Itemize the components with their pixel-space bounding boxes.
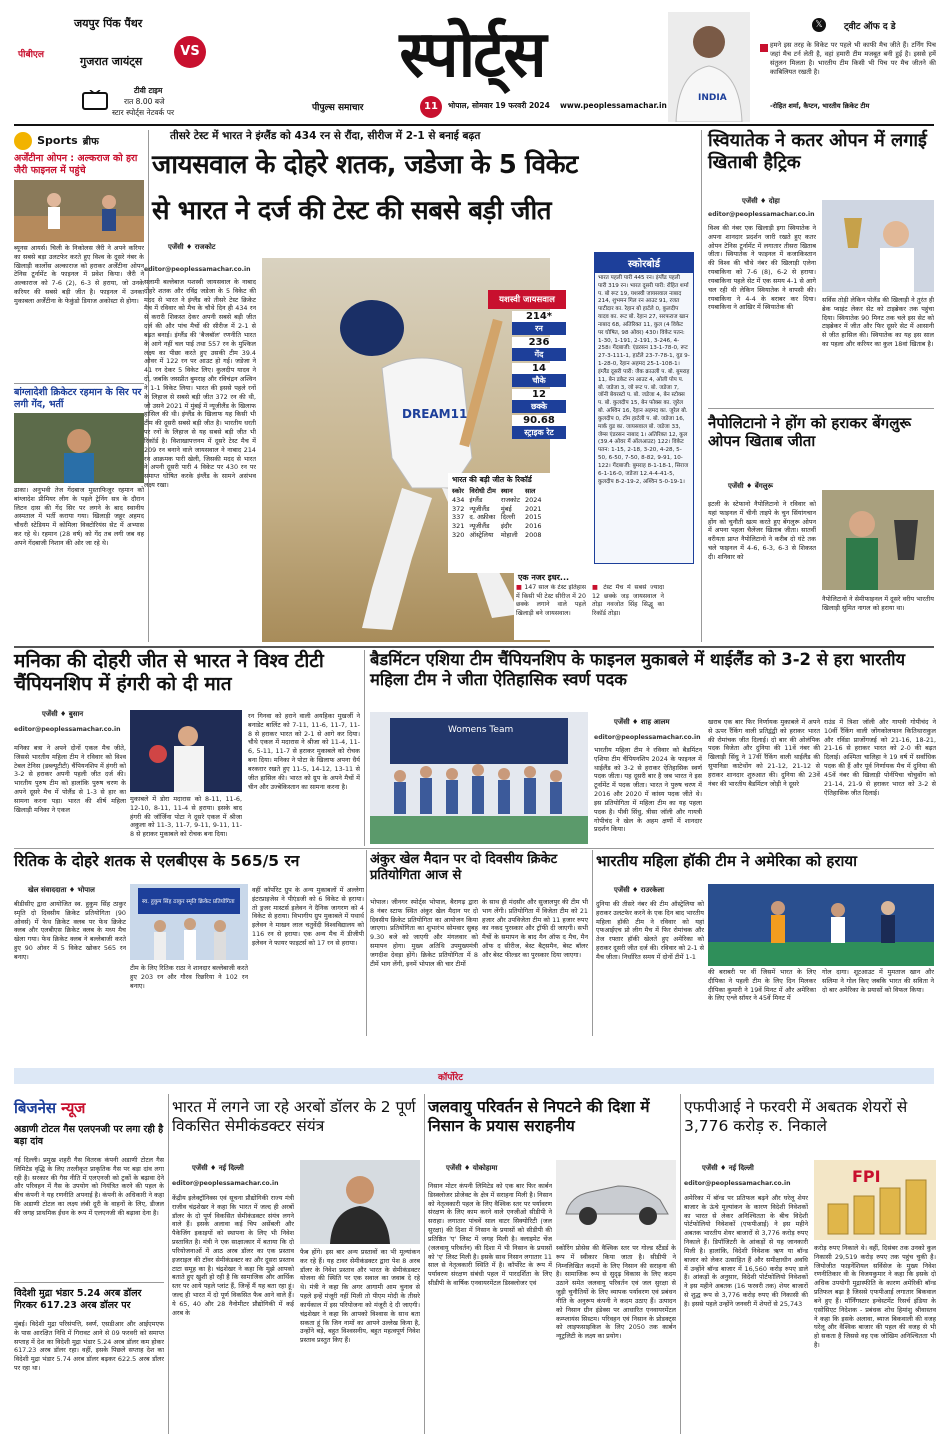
records-box [448, 473, 558, 573]
nissan-car-photo [556, 1160, 676, 1240]
badminton-banner-text: Womens Team [448, 725, 514, 735]
badminton-body-1: भारतीय महिला टीम ने रविवार को बैडमिंटन एशिया टीम चैंपियनशिप 2024 के फाइनल में थाईलैंड को 3-2 से हराकर ऐतिहासिक स्वर्ण पदक जीता। यह दूसरी बार है जब भारत ने इस टूर्नामेंट में पदक जीता। भारत ने पुरुष चरण में 2016 और 2020 में कांस्य पदक जीते थे। इस प्रतियोगिता में महिला टीम का यह पहला पदक है। पीवी सिंधु, त्रीसा जॉली और गायत्री गोपीचंद ने खेल के अहम क्षणों में शानदार प्रदर्शन किया। [594, 746, 702, 834]
ritik-body-2: टीम के लिए रितिक राठा ने शानदार बल्लेबाजी करते हुए 203 रन और गौरव रिछरिया ने 102 रन बनाए। [130, 964, 248, 990]
stat-label: चौके [512, 374, 566, 387]
glance-title: एक नजर इधर... [518, 573, 570, 582]
tweet-author: -रोहित शर्मा, कैप्टन, भारतीय क्रिकेट टीम [770, 102, 870, 110]
manika-byline: एजेंसी ♦ बुसान [42, 710, 84, 718]
fpi-body-2: करोड़ रुपए निकाले थे। वहीं, दिसंबर तक उनको कुल निकासी 29,519 करोड़ रुपए तक पहुंच चुकी है। जियोजीत फाइनेंशियल सर्विसेज के मुख्य निवेश रणनीतिकार वी के विजयकुमार ने कहा कि इसके दो अधिक उपयोगी मुद्रास्फीति के कारण अमेरिकी बॉन्ड प्रतिफल बढ़ा है जिससे एफपीआई लगातार बिकवाल बने हुए हैं। मॉर्निंगस्टार इन्वेस्टमेंट रिसर्च इंडिया के एसोसिएट निदेशक - प्रबंधक शोध हिमांशु श्रीवास्तव ने कहा कि इसके अलावा, ब्याज बिकवाली की वजह घरेलू और वैश्विक बाजार की पहल की वजह से भी हो सकता है जिससे वह एक जोखिम अनिश्चितता भी है। [814, 1244, 936, 1350]
lead-headline-1: जायसवाल के दोहरे शतक, जडेजा के 5 विकेट [152, 150, 578, 180]
records-cell: द. अफ्रीका [469, 513, 496, 522]
lead-kicker: तीसरे टेस्ट में भारत ने इंग्लैंड को 434 रन से रौंदा, सीरीज में 2-1 से बनाई बढ़त [170, 130, 481, 142]
badminton-byline: एजेंसी ♦ शाह आलम [614, 718, 670, 726]
scoreboard-text: भारत पहली पारी 445 रन। इंग्लैंड पहली पारी 319 रन। भारत दूसरी पारी: रोहित शर्मा प. बो रूट 19, यशस्वी जायसवाल नाबाद 214, शुभमन गिल रन आउट 91, रजत पाटीदार का. रेहान बो हार्टले 0, कुलदीप यादव का. रूट बो. रेहान 27, सरफराज खान नाबाद 68, अतिरिक्त 11, कुल (4 विकेट पर घोषित, 98 ओवर) 430। विकेट पतन: 1-30, 1-191, 2-191, 3-246, 4-258। गेंदबाजी: एंडरसन 13-1-78-0, रूट 27-3-111-1, हार्टले 23-7-78-1, वुड 9-1-28-0, रेहान अहमद 25-1-108-1। इंग्लैंड दूसरी पारी: जैक क्राउली प. बो. बुमराह 11, बेन डकेट रन आउट 4, ओली पोप प. बो. जडेजा 3, जो रूट प. बो. जडेजा 7, जॉनी बेयरस्टो प. बो. जडेजा 4, बेन स्टोक्स प. बो. कुलदीप 15, बेन फोक्स का. जुरेल बो. अश्विन 16, रेहान अहमद का. जुरेल बो. कुलदीप 0, टॉम हार्टली प. बो. जडेजा 16, मार्क वुड का. जायसवाल बो. जडेजा 33, जेम्स एंडरसन नाबाद 1। अतिरिक्त 12, कुल (39.4 ओवर में ऑलआउट) 122। विकेट पतन: 1-15, 2-18, 3-20, 4-28, 5-50, 6-50, 7-50, 8-82, 9-91, 10-122। गेंदबाजी: बुमराह 8-1-18-1, सिराज 6-1-16-0, जडेजा 12.4-4-41-5, कुलदीप 8-2-19-2, अश्विन 5-0-19-1। [598, 275, 690, 485]
records-cell: मोहाली [500, 530, 518, 539]
semicon-byline: एजेंसी ♦ नई दिल्ली [192, 1164, 244, 1172]
records-row [452, 531, 547, 540]
hockey-byline: एजेंसी ♦ राउरकेला [614, 886, 665, 894]
corporate-label: कॉर्पोरेट [438, 1073, 463, 1083]
tweet-header: ट्वीट ऑफ द डे [844, 22, 896, 32]
records-header-cell: साल [524, 487, 536, 495]
ankur-body-1: भोपाल। जीनगर स्पोर्ट्स भोपाल, बैरागढ़ द्वारा 8 नंबर स्टाफ स्थित अंकुर खेल मैदान पर दो दिवसीय क्रिकेट प्रतियोगिता का आयोजन किया जाएगा। प्रतियोगिता का शुभारंभ सोमवार सुबह 9.30 बजे को जाएगी और मंगलवार को समापन होगा। मुख्य अतिथि उपमुख्यमंत्री जगदीश देवड़ा होंगे। क्रिकेट प्रतियोगिता में 8 टीमें भाग लेंगी, इनमें भोपाल की चार टीमों [370, 898, 478, 968]
records-cell: न्यूजीलैंड [469, 522, 490, 531]
napolitano-body-2: नैपोलिटानो ने सेमीफाइनल में दूसरे वरीय भारतीय खिलाड़ी सुमित नागल को हराया था। [822, 595, 934, 612]
ankur-headline: अंकुर खेल मैदान पर दो दिवसीय क्रिकेट प्रतियोगिता आज से [370, 852, 558, 883]
stat-value: 12 [512, 389, 566, 400]
publication-name: पीपुल्स समाचार [312, 103, 364, 113]
records-cell: 320 [452, 530, 465, 539]
records-row [452, 522, 547, 531]
swiatek-photo [822, 200, 934, 292]
stat-value: 14 [512, 363, 566, 374]
stat-value: 90.68 [512, 415, 566, 426]
nissan-byline: एजेंसी ♦ योकोहामा [446, 1164, 498, 1172]
records-header-cell: स्थान [500, 487, 513, 495]
business-news-label [14, 1098, 164, 1118]
tv-time: रात 8.00 बजे [124, 97, 165, 106]
manika-body-3: रन गिनवा को हराने वाली अयहिका मुखर्जी ने बनाडेट बालिंट को 7-11, 11-6, 11-7, 11-8 से हराकर भारत को 2-1 से आगे कर दिया। चौथे एकल में मदारास ने श्रीजा को 11-4, 11-6, 5-11, 11-7 से हराकर मुकाबले को रोचक बना दिया। मनिका ने पोटा के खिलाफ अपना धैर्य बरकरार रखते हुए 11-5, 14-12, 13-11 से जीत हासिल की। भारत को ग्रुप के अपने मैचों में चीन और उज्बेकिस्तान का सामना करना है। [248, 712, 360, 791]
manika-photo [130, 710, 242, 792]
stat-label: स्ट्राइक रेट [512, 426, 566, 439]
manika-body-1: मनिका बत्रा ने अपने दोनों एकल मैच जीते, जिससे भारतीय महिला टीम ने रविवार को विश्व टेबल टेनिस (डब्ल्यूटीटी) चैंपियनशिप में हंगरी को 3-2 से हराकर अपनी पहली जीत दर्ज की। भारतीय पुरुष टीम को हालांकि पुरुष चरण के अपने दूसरे मैच में पोलैंड से 1-3 से हार का सामना करना पड़ा। भारत की शीर्ष महिला खिलाड़ी मनिका ने एकल [14, 744, 126, 814]
records-table [452, 487, 547, 540]
ritik-photo [130, 884, 248, 960]
fpi-email: editor@peoplessamachar.co.in [684, 1180, 791, 1187]
semicon-headline: भारत में लगने जा रहे अरबों डॉलर के 2 पूर्ण विकसित सेमीकंडक्टर संयंत्र [172, 1098, 416, 1135]
business-headline-1: अडाणी टोटल गैस एलएनजी पर लगा रही है बड़ा दांव [14, 1124, 164, 1147]
records-cell: न्यूजीलैंड [469, 504, 490, 513]
tv-time-label: टीवी टाइम [134, 86, 163, 95]
col-rule-3 [364, 650, 365, 846]
tweet-text: हमने इस तरह के विकेट पर पहले भी काफी मैच जीते हैं। टर्निंग पिच जहां मैच टर्न लेती है, वहां हमारी टीम मजबूत बनी हुई है। इससे हमें संतुलन मिलता है। भारतीय टीम किसी भी पिच पर मैच जीतने की काबिलियत रखती है। [770, 41, 936, 77]
tweet-x-icon: 𝕏 [812, 18, 826, 32]
swiatek-email: editor@peoplessamachar.co.in [708, 211, 815, 218]
nissan-body-1: निसान मोटर कंपनी लिमिटेड को एक बार फिर कार्बन डिस्क्लोजर प्रोजेक्ट के क्षेत्र में सराहना मिली है। निसान को नेतृत्वकारी पहल के लिए वैश्विक स्तर पर पर्यावरण संरक्षण के लिए काम करने वाले एनजीओ सीडीपी ने सराहा। लगातार पांचवें साल वाटर सिक्योरिटी (जल सुरक्षा) की दिशा में निसान के प्रयासों को सीडीपी की प्रतिष्ठित 'ए' लिस्ट में जगह मिली है। क्लाइमेट चेंज (जलवायु परिवर्तन) की दिशा में भी निसान के प्रयासों को 'ए' लिस्ट मिली है। इसके साथ निसान लगातार 11 साल से नेतृत्वकारी स्थिति में है। कॉर्पोरेट के रूप में पर्यावरण संरक्षण संबंधी पहल में पारदर्शिता के लिए सीडीपी के वार्षिक एनवायरमेंटल डिस्क्लोजर एवं [428, 1182, 552, 1288]
stat-label: रन [512, 322, 566, 335]
fpi-graphic-text: FPI [852, 1167, 881, 1186]
col-rule-4 [366, 850, 367, 1036]
manika-body-2: मुकाबले में डोरा मदारास को 8-11, 11-6, 12-10, 8-11, 11-4 से हराया। इसके बाद हंगरी की जॉर्जिना पोटा ने दूसरे एकल में श्रीजा अकुला को 11-3, 11-7, 9-11, 9-11, 11-8 से हराकर मुकाबले को रोचक बना दिया। [130, 795, 242, 839]
manika-headline: मनिका की दोहरी जीत से भारत ने विश्व टीटी चैंपियनशिप में हंगरी को दी मात [14, 650, 324, 696]
page-number: 11 [420, 96, 442, 118]
nissan-body-2: स्कोरिंग प्रोसेस की वैश्विक स्तर पर गोल्ड स्टैंडर्ड के रूप में स्वीकार किया जाता है। सीडीपी ने निम्नलिखित कदमों के लिए निसान की सराहना की है। सामाजिक रूप से सुदृढ़ विकास के लिए कदम उठाने समेत जलवायु परिवर्तन एवं जल सुरक्षा से जुड़ी चुनौतियों के लिए व्यापक पर्यावरण एवं प्रबंधन नीति के अनुरूप कंपनी ने कदम उठाए हैं। उत्पादन को निसान ग्रीन इंडेक्स पर आधारित एनवायरमेंटल कम्प्लायंस सिस्टम। परिवहन एवं निसान के प्रोडक्ट्स को लाइफसाइकिल के लिए 2050 तक कार्बन न्यूट्रलिटी के लक्ष्य का प्रयोग। [556, 1244, 676, 1341]
fpi-body-1: अमेरिका में बॉन्ड पर प्रतिफल बढ़ने और घरेलू शेयर बाजार के ऊंचे मूल्यांकन के कारण विदेशी निवेशकों का भारत से लेकर अनिश्चितता के बीच विदेशी पोर्टफोलियो निवेशकों (एफपीआई) ने इस महीने अबतक भारतीय शेयर बाजारों से 3,776 करोड़ रुपए निकाले हैं। डिपॉजिटरी के आंकड़ों से यह जानकारी मिली है। हालांकि, विदेशी निवेशक ऋण या बॉन्ड बाजार को लेकर उत्साहित हैं और समीक्षाधीन अवधि में उन्होंने बॉन्ड बाजार में 16,560 करोड़ रुपए डाले हैं। आंकड़ों के अनुसार, विदेशी पोर्टफोलियो निवेशकों ने इस महीने अबतक (16 फरवरी तक) शेयर बाजारों से शुद्ध रूप से 3,776 करोड़ रुपए की निकासी की है। इससे पहले उन्होंने जनवरी में शेयरों से 25,743 [684, 1194, 808, 1308]
stat-player-name: यशस्वी जायसवाल [488, 290, 566, 309]
brief-photo-1 [14, 180, 144, 242]
swiatek-headline: स्वियातेक ने कतर ओपन में लगाई खिताबी हैट्रिक [708, 130, 927, 173]
fpi-graphic [814, 1160, 936, 1240]
tv-channel: स्टार स्पोर्ट्स नेटवर्क पर [112, 108, 175, 117]
records-row [452, 513, 547, 522]
records-cell: 321 [452, 522, 465, 531]
stat-label: गेंद [512, 348, 566, 361]
sports-brief-label [14, 130, 144, 152]
col-rule-7 [424, 1094, 425, 1434]
masthead-rule [14, 124, 934, 126]
rohit-photo [668, 12, 750, 122]
records-cell: इंग्लैंड [469, 495, 483, 504]
right-separator [708, 408, 934, 409]
brief-s-circle [14, 132, 32, 150]
hockey-body-2: की बराबरी पर थीं जिसमें भारत के लिए दीपिका ने पहली टीम के लिए दिन मिलकर दीपिका कुमारी ने 19वें मिनट में और अमेरिका के लिए एश्ले सॉयर ने 45वें मिनट में [708, 968, 816, 1003]
tweet-quote-icon [760, 44, 768, 52]
records-cell: इंदौर [500, 522, 512, 531]
business-headline-2: विदेशी मुद्रा भंडार 5.24 अरब डॉलर गिरकर 617.23 अरब डॉलर पर [14, 1288, 142, 1311]
tv-icon [82, 90, 108, 112]
brief-headline-2: बांग्लादेशी क्रिकेटर रहमान के सिर पर लगी गेंद, भर्ती [14, 387, 142, 410]
records-cell: 2008 [524, 530, 542, 539]
team2-name: गुजरात जायंट्स [80, 55, 143, 68]
swiatek-body-1: विश्व की नंबर एक खिलाड़ी इगा स्वियातेक ने अपना शानदार प्रदर्शन जारी रखते हुए कतर ओपन टेनिस टूर्नामेंट में लगातार तीसरा खिताब जीता। स्वियातेक ने फाइनल में कजाकिस्तान की विश्व की चौथे नंबर की खिलाड़ी एलेना रयबाकिना को 7-6 (8), 6-2 से हराया। रयबाकिना पहले सेट में एक समय 4-1 से आगे चल रही थी लेकिन स्वियातेक ने वापसी की। रयबाकिना ने 4-4 के बराबर कर दिया। रयबाकिना ने आखिर में स्वियातेक की [708, 224, 816, 312]
col-rule-8 [680, 1094, 681, 1434]
brief-body-1: ब्यूनस आयर्स। चिली के निकोलस जैरी ने अपने करियर का सबसे बड़ा उलटफेर करते हुए विश्व के दूसरे नंबर के खिलाड़ी कार्लोस अल्काराज को हराकर अर्जेंटीना ओपन टेनिस टूर्नामेंट के फाइनल में प्रवेश किया। जैरी ने अल्काराज को 7-6 (2), 6-3 से हराया, जो उनके करियर की सबसे बड़ी जीत है। फाइनल में उनका मुकाबला अर्जेंटीना के फेकुंडो डियाज अकोस्टा से होगा। [14, 244, 144, 305]
vs-badge: VS [174, 36, 206, 68]
ritik-byline: खेल संवाददाता ♦ भोपाल [28, 886, 95, 894]
stat-value: 236 [512, 337, 566, 348]
records-cell: ऑस्ट्रेलिया [469, 530, 494, 539]
manika-email: editor@peoplessamachar.co.in [14, 726, 121, 733]
team1-name: जयपुर पिंक पैंथर [74, 17, 143, 30]
glance-box [514, 570, 664, 640]
records-header-cell: स्कोर [452, 487, 464, 495]
hockey-headline: भारतीय महिला हॉकी टीम ने अमेरिका को हराया [596, 852, 857, 870]
stat-list [512, 311, 566, 439]
records-cell: 2016 [524, 522, 542, 531]
brief-label-hi: ब्रीफ [82, 136, 99, 148]
website: www.peoplessamachar.in [560, 101, 667, 110]
lead-body: सलामी बल्लेबाज यशस्वी जायसवाल के नाबाद दोहरे शतक और रविंद्र जडेजा के 5 विकेट की मदद से भारत ने इंग्लैंड को तीसरे टेस्ट क्रिकेट मैच में रविवार को मैच के चौथे दिन ही 434 रन से करारी शिकस्त देकर अपनी सबसे बड़ी जीत दर्ज की और पांच मैचों की सीरीज में 2-1 से बढ़त बनाई। इंग्लैंड की 'बैजबॉल' रणनीति भारत के आगे नहीं चल पाई तथा 557 रन के मुश्किल लक्ष्य का पीछा करते हुए उसकी टीम 39.4 ओवर में 122 रन पर आउट हो गई। जडेजा ने 41 रन देकर 5 विकेट लिए। कुलदीप यादव ने दो, जबकि जसप्रीत बुमराह और रविचंद्रन अश्विन ने 1-1 विकेट लिया। भारत की इससे पहले रनों के लिहाज से सबसे बड़ी जीत 372 रन की थी, जो उसने 2021 में मुंबई में न्यूजीलैंड के खिलाफ हासिल की थी। इंग्लैंड के खिलाफ यह किसी भी टीम की दूसरी सबसे बड़ी जीत है। भारतीय धरती पर रनों के लिहाज से यह सबसे बड़ी जीत भी रिकॉर्ड है। विशाखापत्तनम में दूसरे टेस्ट मैच में 209 रन बनाने वाले जायसवाल ने नाबाद 214 रन आक्रमक पारी खेली, जिसकी मदद से भारत ने अपनी दूसरी पारी 4 विकेट पर 430 रन पर समाप्त घोषित करके इंग्लैंड के सामने असंभव लक्ष्य रखा। [144, 278, 256, 490]
scoreboard-title: स्कोरबोर्ड [595, 253, 693, 273]
dateline: भोपाल, सोमवार 19 फरवरी 2024 [448, 101, 550, 110]
scoreboard-box [594, 252, 694, 564]
semicon-photo [300, 1160, 420, 1244]
fpi-byline: एजेंसी ♦ नई दिल्ली [702, 1164, 754, 1172]
section-rule-2 [14, 848, 934, 849]
badminton-body-3: राउंड में त्रिशा जॉली और गायत्री गोपीचंद ने 10वीं रैंकिंग वाली जोंगकोलफान कितिथाराकुल और रविंडा प्राजोंगजई को 21-16, 18-21, 21-16 से हराकर भारत को 2-0 की बढ़त दिलाई। अश्मिता चालिहा ने 19 वर्ष में सर्वाधिक पदक की हैं और पूर्व निर्णायक मैच में दुनिया की 45वें नंबर की खिलाड़ी पोर्नपिचा चोचुवोंग को 21-14, 21-9 से हराकर भारत को 3-2 से ऐतिहासिक जीत दिलाई। [824, 718, 936, 797]
corporate-bar [14, 1068, 934, 1084]
glance-item-1: ■ 147 साल के टेस्ट इतिहास में किसी भी टेस्ट सीरीज में 20 छक्के लगाने वाले पहले खिलाड़ी बने जायसवाल। [516, 584, 586, 618]
stat-label: छक्के [512, 400, 566, 413]
records-row [452, 505, 547, 514]
ritik-headline: रितिक के दोहरे शतक से एलबीएस के 565/5 रन [14, 852, 300, 870]
brief-label-en: Sports [37, 134, 78, 147]
semicon-body-2: फैब होंगे। इस बार अन्य प्रस्तावों का भी मूल्यांकन कर रहे हैं। यह टावर सेमीकंडक्टर द्वारा पेश 8 अरब डॉलर के निवेश प्रस्ताव और भारत के सेमीकंडक्टर योजना की स्थिति पर एक सवाल का जवाब दे रहे थे। मंत्री ने कहा कि अगर आगामी आम चुनाव से पहले इन्हें मंजूरी नहीं मिली तो पीएम मोदी के तीसरे कार्यकाल में इस परियोजना को मंजूरी दे दी जाएगी। चंद्रशेखर ने कहा कि आपको विश्वास के साथ बता सकता हूं कि जिन नामों का आपने उल्लेख किया है, उन्होंने बड़े, बहुत विश्वसनीय, बहुत महत्वपूर्ण निवेश प्रस्ताव प्रस्तुत किए हैं। [300, 1248, 420, 1345]
records-title: भारत की बड़ी जीत के रिकॉर्ड [452, 475, 532, 484]
ritik-body-3: वहीं कॉर्पोरेट ग्रुप के अन्य मुकाबलों में अल्लेगा इंटरप्राइजेस ने पीएंडजी को 6 विकेट से हराया। तो ड्रजर मास्टर्स इलेवन ने दैनिक जागरण को 4 विकेट से हराया। विभागीय ग्रुप मुकाबले में यथार्थ इलेवन ने माखन लाल चतुर्वेदी विश्वविद्यालय को 116 रन से हराया। एक अन्य मैच में डीजीपी इलेवन ने फायर फाइटर्स को 17 रन से हराया। [252, 886, 364, 947]
napolitano-photo [822, 490, 934, 590]
napolitano-body-1: इटली के स्टेफानो नैपोलिटानो ने रविवार को यहां फाइनल में चीनी ताइपे के चुन सिंयांगचान होंग को चुनौती खत्म करते हुए बेंगलुरू ओपन में अपना पहला चैलेंजर खिताब जीता। सातवीं वरीयता प्राप्त नैपोलिटानो ने करीब दो घंटे तक चले फाइनल में 4-6, 6-3, 6-3 से शिकस्त दी। शनिवार को [708, 500, 816, 561]
masthead-title: स्पोर्ट्स [399, 18, 545, 92]
business-body-2: मुंबई। विदेशी मुद्रा परिसंपत्ति, स्वर्ण, एसडीआर और आईएमएफ के पास आरक्षित निधि में गिरावट आने से 09 फरवरी को समाप्त सप्ताह में देश का विदेशी मुद्रा भंडार 5.24 अरब डॉलर कम होकर 617.23 अरब डॉलर रहा। वहीं, इसके पिछले सप्ताह देश का विदेशी मुद्रा भंडार 5.74 अरब डॉलर बढ़कर 622.5 अरब डॉलर पर रहा था। [14, 1320, 164, 1373]
records-cell: 434 [452, 495, 465, 504]
business-label-1: बिजनेस [14, 1099, 57, 1117]
svg-text:DREAM11: DREAM11 [402, 407, 468, 421]
badminton-email: editor@peoplessamachar.co.in [594, 734, 701, 741]
badminton-body-2: खराब एक बार फिर निर्णायक मुकाबले में अपने से ऊपर रैंकिंग वाली प्रतिद्वंद्वी को हराकर भारत की रोमांचक जीत दिलाई। दो बार की ओलंपिक पदक विजेता और दुनिया की 11वें नंबर की खिलाड़ी सिंधु ने 17वीं रैंकिंग वाली थाईलैंड की सुपानिडा काटेथोंग को 21-12, 21-12 से हराकर शानदार शुरुआत की। दुनिया की 23वें नंबर की भारतीय बैडमिंटन जोड़ी ने दूसरे [708, 718, 820, 788]
records-row [452, 496, 547, 505]
brief-photo-2 [14, 413, 144, 483]
semicon-email: editor@peoplessamachar.co.in [172, 1180, 279, 1187]
ipl-box [14, 14, 220, 118]
business-separator [14, 1282, 164, 1283]
ankur-body-2: के साथ ही मंदसौर और सुजालपुर की टीम भी भाग लेंगी। प्रतियोगिता में विजेता टीम को 21 हजार और उपविजेता टीम को 11 हजार रुपए का नकद पुरस्कार और ट्रॉफी दी जाएगी। सभी मैचों के समापन के बाद मैन ऑफ द मैच, मैन ऑफ द सीरीज, बेस्ट बैट्समैन, बेस्ट बॉलर और बेस्ट फील्डर का पुरस्कार दिया जाएगा। [482, 898, 588, 959]
records-header-cell: विरोधी टीम [469, 487, 496, 495]
badminton-photo [370, 712, 588, 844]
badminton-headline: बैडमिंटन एशिया टीम चैंपियनशिप के फाइनल मुकाबले में थाईलैंड को 3-2 से हरा भारतीय महिला टीम ने जीता ऐतिहासिक स्वर्ण पदक [370, 650, 906, 690]
hockey-photo [708, 884, 934, 966]
records-cell: 2021 [524, 504, 542, 513]
swiatek-byline: एजेंसी ♦ दोहा [742, 197, 780, 205]
col-rule-6 [168, 1094, 169, 1434]
ritik-body-1: बीडीसीए द्वारा आयोजित स्व. हुकुम सिंह ठाकुर स्मृति दो दिवसीय क्रिकेट प्रतियोगिता (90 ओवर्स) में फेथ क्रिकेट क्लब पर फेथ क्रिकेट क्लब और एलबीएस क्रिकेट क्लब के मध्य मैच खेला गया। फेथ क्रिकेट क्लब ने बल्लेबाजी करते हुए 90 ओवर में 5 विकेट खोकर 565 रन बनाए। [14, 900, 126, 961]
records-cell: मुंबई [500, 504, 512, 513]
semicon-body-1: केंद्रीय इलेक्ट्रॉनिक्स एवं सूचना प्रौद्योगिकी राज्य मंत्री राजीव चंद्रशेखर ने कहा कि भारत में जल्द ही अरबों डॉलर के दो पूर्ण विकसित सेमीकंडक्टर संयंत्र लगने वाले हैं। इसके अलावा कई चिप असेंबली और पैकेजिंग इकाइयों को स्थापना के लिए भी निवेश प्रस्तावित है। मंत्री ने एक साक्षात्कार में बताया कि दो परियोजनाओं में आठ अरब डॉलर का एक प्रस्ताव इजराइल की टॉवर सेमीकंडक्टर का और दूसरा प्रस्ताव टाटा समूह का है। चंद्रशेखर ने कहा कि मुझे आपको बताते हुए खुशी हो रही है कि सामाजिक और आर्थिक स्तर पर आये पहले प्लांट हैं, जिन्हें मैं यह बता रहा हूं। जल्द ही भारत में दो पूर्ण विकसित फैब आने वाले हैं। ये 65, 40 और 28 नैनोमीटर प्रौद्योगिकी में कई अरब के [172, 1194, 294, 1317]
napolitano-headline: नैपोलिटानो ने होंग को हराकर बेंगलुरू ओपन खिताब जीता [708, 414, 912, 451]
fpi-headline: एफपीआई ने फरवरी में अबतक शेयरों से 3,776 करोड़ रु. निकाले [684, 1098, 908, 1135]
glance-text-2: टेस्ट मैच में सबसे ज्यादा 12 छक्के जड़ जायसवाल ने तोड़ा नवजोत सिंह सिद्धू का रिकॉर्ड तोड़ा। [592, 584, 664, 618]
brief-separator [14, 383, 144, 384]
jaiswal-stat-panel [488, 290, 566, 439]
svg-text:INDIA: INDIA [698, 93, 727, 103]
records-cell: दिल्ली [500, 513, 516, 522]
records-cell: राजकोट [500, 495, 520, 504]
glance-text-1: 147 साल के टेस्ट इतिहास में किसी भी टेस्ट सीरीज में 20 छक्के लगाने वाले पहले खिलाड़ी बने जायसवाल। [516, 584, 586, 618]
hockey-body-3: गोल दागा। शूटआउट में मुमताज खान और सलिमा ने गोल किए जबकि भारत की सविता ने दो बार अमेरिका के प्रयासों को विफल किया। [822, 968, 934, 994]
business-label-2: न्यूज [61, 1099, 86, 1117]
hockey-body-1: दुनिया की तीसरे नंबर की टीम ऑस्ट्रेलिया को हराकर उलटफेर करने के एक दिन बाद भारतीय महिला हॉकी टीम ने रविवार को यहां एफआईएच प्रो लीग मैच में फिर रोमांचक और तेज रफ्तार हॉकी खेलते हुए अमेरिका को हराकर दूसरी जीत दर्ज की। रविवार को 2-1 से मैच जीता। निर्धारित समय में दोनों टीमें 1-1 [596, 900, 704, 961]
stat-value: 214* [512, 311, 566, 322]
ritik-banner-text: स्व. हुकुम सिंह ठाकुर स्मृति क्रिकेट प्रतियोगिता [142, 899, 235, 905]
swiatek-body-2: सर्विस तोड़ी लेकिन पोलैंड की खिलाड़ी ने तुरंत ही ब्रेक प्वाइंट लेकर सेट को टाइब्रेकर तक पहुंचा दिया। स्वियातेक 90 मिनट तक चले इस सेट को टाइब्रेकर में जीत और फिर दूसरे सेट में आसानी से जीत हासिल की। स्वियातेक का यह इस साल का पहला और करियर का कुल 18वां खिताब है। [822, 296, 934, 349]
section-rule-1 [14, 646, 934, 648]
business-body-1: नई दिल्ली। प्रमुख शहरी गैस वितरक कंपनी अडाणी टोटल गैस लिमिटेड वृद्धि के लिए तरलीकृत प्राकृतिक गैस पर बड़ा दांव लगा रही है। सरकार की गैस नीति में एलएनजी को ट्रकों के बढ़ावा देने और परिवहन में गैस के उपयोग को नियंत्रित करने की पहल के बीच कंपनी ने यह रणनीति अपनाई है। कंपनी के अधिकारी ने कहा कि अडाणी टोटल का लक्ष्य लंबी दूरी के वाहनों के लिए, डीजल की जगह प्राथमिक ईंधन के रूप में एलएनजी की बढ़ावा देना है। [14, 1156, 164, 1217]
lead-email: editor@peoplessamachar.co.in [144, 266, 251, 273]
lead-headline-2: से भारत ने दर्ज की टेस्ट की सबसे बड़ी जीत [152, 196, 552, 226]
brief-body-2: ढाका। अनुभवी तेज गेंदबाज मुस्ताफिजुर रहमान को बांग्लादेश प्रीमियर लीग के पहले ट्रेनिंग सत्र के दौरान लिटन दास की गेंद सिर पर लगने के बाद स्थानीय अस्पताल में भर्ती कराया गया। खिलाड़ी जहूर अहमद चौधरी स्टेडियम में कोमिला विक्टोरियंस सेट में अभ्यास कर रहे थे। रहमान (28 वर्ष) को गेंद तब लगी जब वह अपने गेंदबाजी निशान की ओर जा रहे थे। [14, 486, 144, 547]
brief-headline-1: अर्जेंटीना ओपन : अल्कराज को हरा जैरी फाइनल में पहुंचे [14, 153, 138, 176]
records-cell: 2015 [524, 513, 542, 522]
ipl-label: पीबीएल [14, 45, 48, 62]
napolitano-byline: एजेंसी ♦ बेंगलुरू [728, 482, 773, 490]
records-cell: 372 [452, 504, 465, 513]
col-rule-5 [592, 850, 593, 1036]
nissan-headline: जलवायु परिवर्तन से निपटने की दिशा में निसान के प्रयास सराहनीय [428, 1098, 650, 1135]
records-cell: 2024 [524, 495, 542, 504]
records-header-row [452, 487, 547, 496]
records-cell: 337 [452, 513, 465, 522]
col-rule-2 [701, 130, 702, 642]
lead-byline: एजेंसी ♦ राजकोट [168, 243, 216, 251]
glance-item-2: ■ टेस्ट मैच में सबसे ज्यादा 12 छक्के जड़ जायसवाल ने तोड़ा नवजोत सिंह सिद्धू का रिकॉर्ड तोड़ा। [592, 584, 664, 618]
